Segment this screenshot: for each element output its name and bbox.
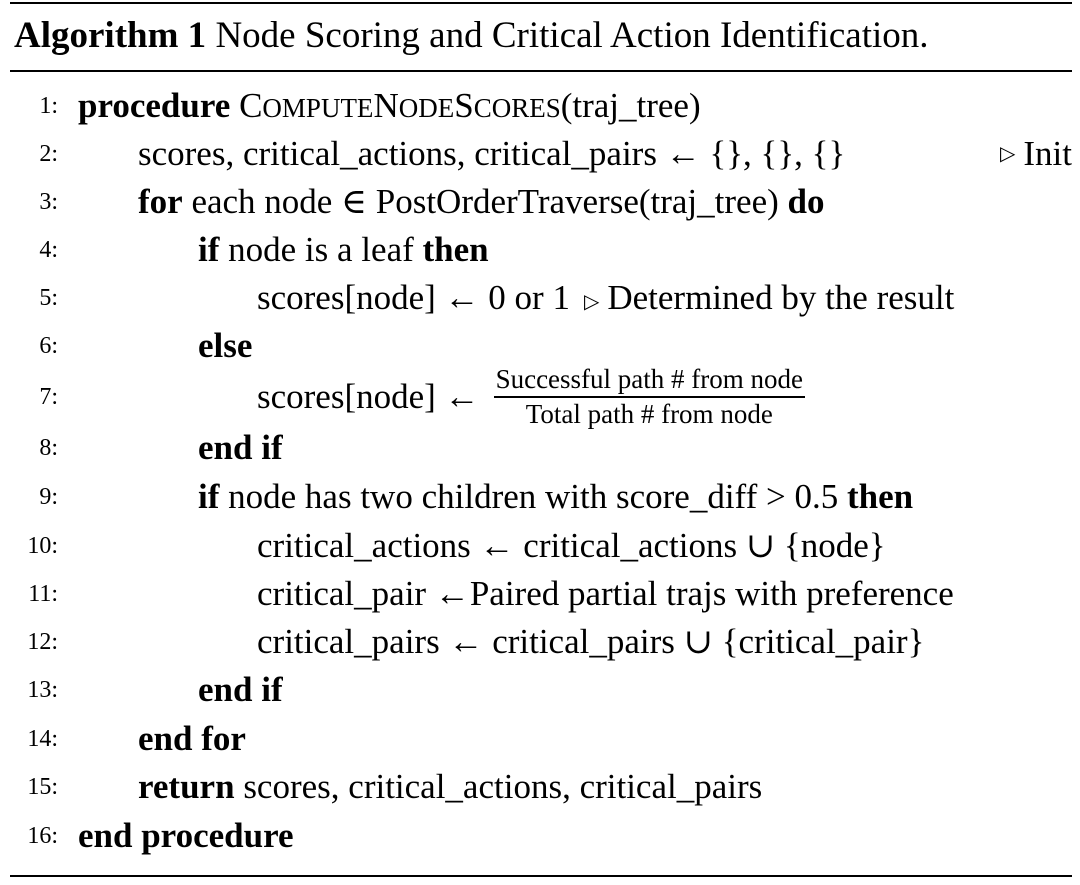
line-code: critical_pairs ← critical_pairs ∪ {critical_pair} [257, 622, 925, 661]
line-number: 14: [27, 725, 58, 752]
keyword-end-procedure: end procedure [78, 816, 294, 855]
line-code: for each node ∈ PostOrderTraverse(traj_tree) do [138, 182, 825, 221]
caption-rule [10, 70, 1072, 72]
keyword-if: if [198, 477, 220, 516]
algorithm-label: Algorithm 1 [14, 15, 207, 56]
line-number: 3: [39, 188, 58, 215]
line-code [138, 719, 246, 759]
line-code: critical_pair ←Paired partial trajs with preference [257, 574, 954, 613]
triangle-right-icon: ▷ [1000, 142, 1016, 165]
keyword-end-if: end if [198, 428, 283, 467]
keyword-then: then [422, 230, 489, 269]
comment: ▷ Determined by the result [583, 278, 955, 317]
line-number: 1: [39, 92, 58, 119]
line-number: 12: [27, 628, 58, 655]
algorithm-title: Node Scoring and Critical Action Identification. [206, 15, 929, 56]
line-number: 13: [27, 676, 58, 703]
line-code: if node is a leaf then [198, 230, 489, 269]
keyword-if: if [198, 230, 220, 269]
algorithm-caption [14, 14, 929, 57]
keyword-for: for [138, 182, 183, 221]
line-code [78, 816, 294, 856]
line-number: 15: [27, 773, 58, 800]
line-number: 10: [27, 532, 58, 559]
line-code [78, 86, 701, 126]
line-code: scores[node] ← $\frac{\text{Successful path \# from node}}{\text{Total path \# from node}}$ [257, 363, 803, 429]
line-code: scores[node] ← 0 or 1 ▷ Determined by the result [257, 278, 955, 317]
fraction-denominator: Total path # from node [525, 398, 773, 429]
keyword-then: then [846, 477, 914, 516]
top-rule [10, 2, 1072, 4]
line-number: 11: [28, 580, 58, 607]
bottom-rule [10, 875, 1072, 877]
procedure-args: (traj_tree) [560, 86, 701, 125]
line-number: 7: [39, 383, 58, 410]
score-fraction [494, 365, 805, 430]
line-number: 4: [39, 236, 58, 263]
comment: ▷ Init [1000, 134, 1072, 173]
line-number: 9: [39, 483, 58, 510]
line-code: return scores, critical_actions, critical_pairs [138, 767, 763, 806]
triangle-right-icon: ▷ [583, 291, 600, 313]
line-code [198, 670, 283, 710]
line-number: 6: [39, 332, 58, 359]
line-number: 8: [39, 434, 58, 461]
line-number: 2: [39, 140, 58, 167]
line-code: scores, critical_actions, critical_pairs ← {}, {}, {} [138, 134, 846, 173]
fraction-bar [494, 396, 805, 398]
keyword-procedure: procedure [78, 86, 231, 125]
line-code [198, 428, 283, 468]
procedure-name: COMPUTENODESCORES [239, 86, 561, 125]
line-number: 16: [27, 822, 58, 849]
keyword-else: else [198, 326, 253, 365]
keyword-end-if: end if [198, 670, 283, 709]
keyword-return: return [138, 767, 235, 806]
keyword-do: do [787, 182, 825, 221]
algo-line-2 [0, 130, 1080, 178]
keyword-end-for: end for [138, 719, 246, 758]
line-code: if node has two children with score_diff > 0.5 then [198, 477, 914, 516]
line-number: 5: [39, 284, 58, 311]
line-code: critical_actions ← critical_actions ∪ {node} [257, 526, 886, 565]
fraction-numerator: Successful path # from node [495, 363, 803, 394]
line-code [198, 326, 252, 366]
